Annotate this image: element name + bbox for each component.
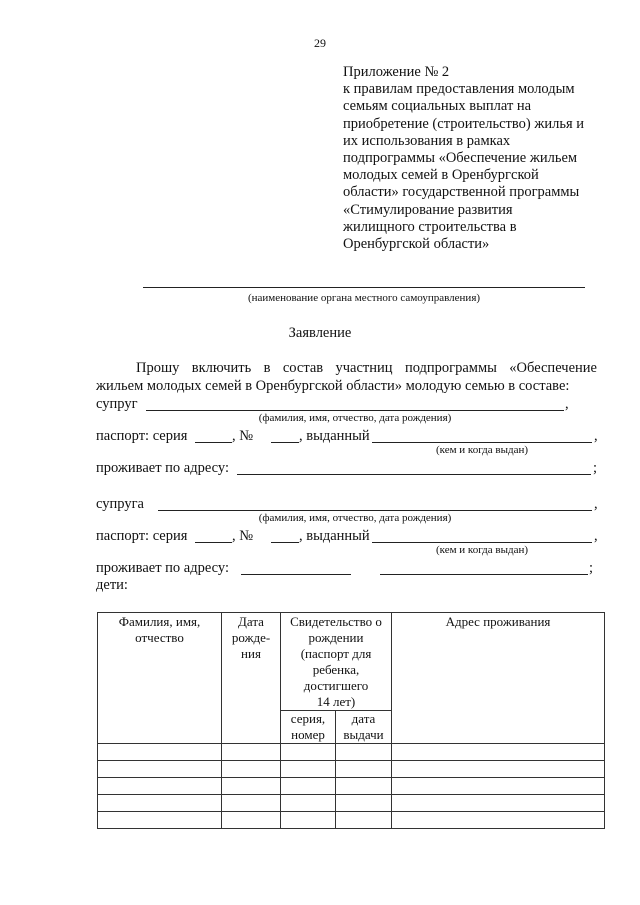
header-line: достигшего (303, 678, 369, 693)
wife-passport-label: паспорт: серия (96, 528, 188, 544)
children-table (97, 612, 605, 829)
column-header-address (392, 613, 605, 744)
appendix-line: молодых семей в Оренбургской (343, 167, 539, 184)
table-row[interactable] (98, 812, 605, 829)
header-line: Дата (238, 614, 264, 629)
header-line: ребенка, (312, 662, 360, 677)
husband-issued-caption: (кем и когда выдан) (435, 444, 529, 456)
husband-issued-comma: , (594, 428, 598, 444)
table-row[interactable] (98, 795, 605, 812)
header-line: Адрес проживания (445, 614, 551, 629)
husband-address-label: проживает по адресу: (96, 460, 229, 476)
husband-name-comma: , (565, 396, 569, 412)
header-line: ния (241, 646, 261, 661)
intro-word: состав (282, 360, 324, 376)
appendix-line: «Стимулирование развития (343, 201, 513, 218)
intro-line-1 (136, 360, 597, 377)
column-header-series-number (281, 711, 336, 744)
intro-word: включить (191, 360, 252, 376)
wife-name-field[interactable] (158, 510, 592, 511)
header-line: серия, (290, 711, 326, 726)
header-line: Свидетельство о (290, 614, 382, 629)
husband-name-caption: (фамилия, имя, отчество, дата рождения) (258, 412, 452, 424)
header-line: 14 лет) (316, 694, 356, 709)
wife-passport-series-field[interactable] (195, 542, 232, 543)
husband-name-field[interactable] (146, 410, 564, 411)
appendix-line: Оренбургской области» (343, 236, 490, 253)
husband-label: супруг (96, 396, 138, 412)
intro-word: в (263, 360, 271, 376)
column-header-certificate (281, 613, 392, 711)
husband-passport-number-field[interactable] (271, 442, 299, 443)
wife-issued-label: , выданный (299, 528, 370, 544)
appendix-line: подпрограммы «Обеспечение жильем (343, 150, 578, 167)
appendix-line: их использования в рамках (343, 132, 511, 149)
header-line: дата (351, 711, 376, 726)
wife-address-field-1[interactable] (241, 574, 351, 575)
header-line: номер (291, 727, 325, 742)
header-line: (паспорт для (300, 646, 372, 661)
header-line: выдачи (343, 727, 384, 742)
intro-word: подпрограммы (404, 360, 497, 376)
husband-passport-series-field[interactable] (195, 442, 232, 443)
appendix-line: Приложение № 2 (343, 64, 450, 80)
intro-word: «Обеспечение (509, 360, 597, 376)
wife-address-label: проживает по адресу: (96, 560, 229, 576)
wife-issued-field[interactable] (372, 542, 592, 543)
header-line: отчество (135, 630, 184, 645)
intro-word: участниц (335, 360, 393, 376)
table-row[interactable] (98, 778, 605, 795)
table-row[interactable] (98, 761, 605, 778)
table-row[interactable] (98, 744, 605, 761)
wife-issued-comma: , (594, 528, 598, 544)
children-label: дети: (96, 577, 128, 593)
page-number: 29 (314, 36, 326, 50)
document-title: Заявление (288, 325, 352, 341)
intro-word: Прошу (136, 360, 180, 376)
wife-label: супруга (96, 496, 144, 512)
appendix-line: области» государственной программы (343, 184, 580, 201)
wife-passport-number-field[interactable] (271, 542, 299, 543)
wife-number-label: , № (232, 528, 254, 544)
appendix-line: семьям социальных выплат на (343, 98, 532, 115)
husband-address-field[interactable] (237, 474, 591, 475)
header-line: рождении (308, 630, 364, 645)
column-header-issue-date (336, 711, 392, 744)
husband-number-label: , № (232, 428, 254, 444)
appendix-line: к правилам предоставления молодым (343, 81, 575, 98)
husband-passport-label: паспорт: серия (96, 428, 188, 444)
husband-issued-field[interactable] (372, 442, 592, 443)
wife-address-semicolon: ; (589, 560, 594, 576)
column-header-birth-date (222, 613, 281, 744)
column-header-name (98, 613, 222, 744)
appendix-line: жилищного строительства в (343, 218, 517, 235)
wife-address-field-2[interactable] (380, 574, 588, 575)
table-header-row (98, 613, 605, 711)
wife-name-comma: , (594, 496, 598, 512)
authority-caption: (наименование органа местного самоуправления) (247, 292, 481, 304)
wife-issued-caption: (кем и когда выдан) (435, 544, 529, 556)
intro-line-2: жильем молодых семей в Оренбургской области» молодую семью в составе: (96, 378, 570, 394)
appendix-line: приобретение (строительство) жилья и (343, 115, 584, 132)
appendix-block (343, 64, 623, 253)
header-line: рожде- (231, 630, 271, 645)
husband-address-semicolon: ; (593, 460, 598, 476)
wife-name-caption: (фамилия, имя, отчество, дата рождения) (258, 512, 452, 524)
authority-line[interactable] (143, 287, 585, 288)
husband-issued-label: , выданный (299, 428, 370, 444)
header-line: Фамилия, имя, (118, 614, 201, 629)
